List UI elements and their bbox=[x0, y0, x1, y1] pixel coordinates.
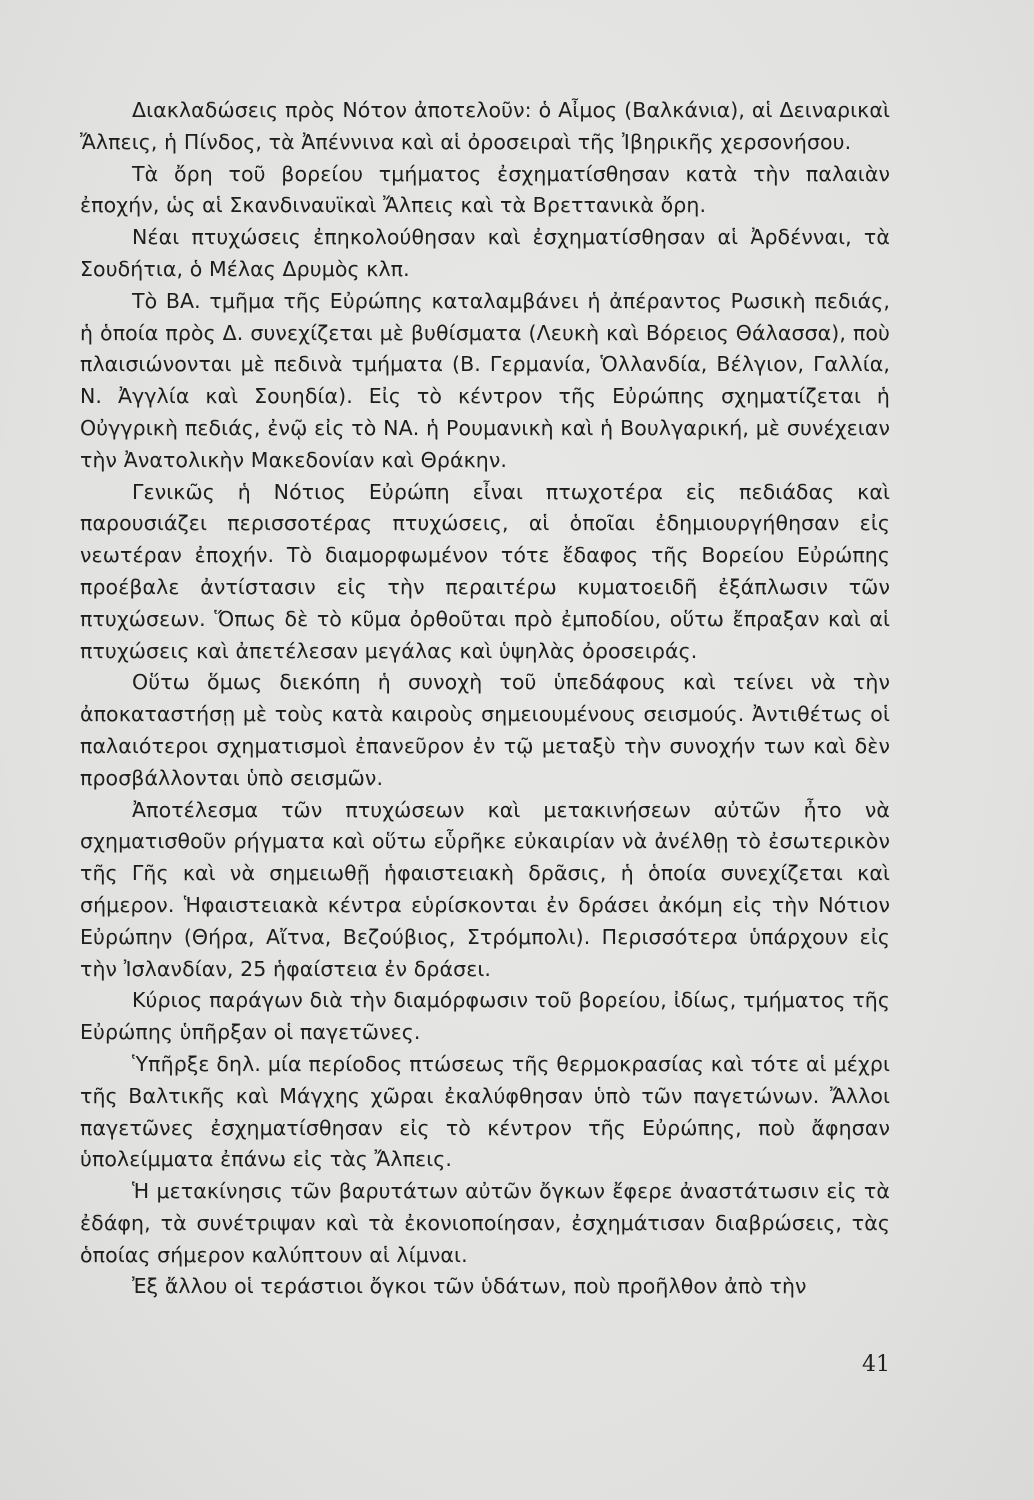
paragraph: Ἐξ ἄλλου οἱ τεράστιοι ὄγκοι τῶν ὑδάτων, ποὺ προῆλθον ἀπὸ τὴν bbox=[132, 1274, 807, 1299]
paragraph: Ὑπῆρξε δηλ. μία περίοδος πτώσεως τῆς θερμοκρασίας καὶ τότε αἱ μέχρι τῆς Βαλτικῆς καὶ Μάγχης χῶραι ἐκαλύφθησαν ὑπὸ τῶν παγετώνων. Ἄλλοι παγετῶνες ἐσχηματίσθησαν εἰς τὸ κέντρον τῆς Εὐρώπης, ποὺ ἄφησαν ὑπολείμματα ἐπάνω εἰς τὰς Ἄλπεις. bbox=[80, 1051, 890, 1172]
paragraph: Τὰ ὄρη τοῦ βορείου τμήματος ἐσχηματίσθησαν κατὰ τὴν παλαιὰν ἐποχήν, ὡς αἱ Σκανδιναυϊκαὶ Ἄλπεις καὶ τὰ Βρεττανικὰ ὄρη. bbox=[80, 161, 890, 218]
paragraph: Γενικῶς ἡ Νότιος Εὐρώπη εἶναι πτωχοτέρα εἰς πεδιάδας καὶ παρουσιάζει περισσοτέρας πτυχώσεις, αἱ ὁποῖαι ἐδημιουργήθησαν εἰς νεωτέραν ἐποχήν. Τὸ διαμορφωμένον τότε ἔδαφος τῆς Βορείου Εὐρώπης προέβαλε ἀντίστασιν εἰς τὴν περαιτέρω κυματοειδῆ ἐξάπλωσιν τῶν πτυχώσεων. Ὅπως δὲ τὸ κῦμα ὀρθοῦται πρὸ ἐμποδίου, οὕτω ἔπραξαν καὶ αἱ πτυχώσεις καὶ ἀπετέλεσαν μεγάλας καὶ ὑψηλὰς ὀροσειράς. bbox=[80, 479, 890, 663]
page-number: 41 bbox=[862, 1352, 890, 1377]
paragraph: Διακλαδώσεις πρὸς Νότον ἀποτελοῦν: ὁ Αἶμος (Βαλκάνια), αἱ Δειναρικαὶ Ἄλπεις, ἡ Πίνδος, τὰ Ἀπέννινα καὶ αἱ ὀροσειραὶ τῆς Ἰβηρικῆς χερσονήσου. bbox=[80, 98, 890, 154]
paragraph: Κύριος παράγων διὰ τὴν διαμόρφωσιν τοῦ βορείου, ἰδίως, τμήματος τῆς Εὐρώπης ὑπῆρξαν οἱ παγετῶνες. bbox=[80, 988, 890, 1045]
paragraph: Ἡ μετακίνησις τῶν βαρυτάτων αὐτῶν ὄγκων ἔφερε ἀναστάτωσιν εἰς τὰ ἐδάφη, τὰ συνέτριψαν καὶ τὰ ἐκονιοποίησαν, ἐσχημάτισαν διαβρώσεις, τὰς ὁποίας σήμερον καλύπτουν αἱ λίμναι. bbox=[80, 1179, 890, 1267]
body-text bbox=[80, 95, 890, 1303]
paragraph: Ἀποτέλεσμα τῶν πτυχώσεων καὶ μετακινήσεων αὐτῶν ἦτο νὰ σχηματισθοῦν ρήγματα καὶ οὕτω εὗρῆκε εὐκαιρίαν νὰ ἀνέλθῃ τὸ ἐσωτερικὸν τῆς Γῆς καὶ νὰ σημειωθῇ ἡφαιστειακὴ δρᾶσις, ἡ ὁποία συνεχίζεται καὶ σήμερον. Ἡφαιστειακὰ κέντρα εὑρίσκονται ἐν δράσει ἀκόμη εἰς τὴν Νότιον Εὐρώπην (Θήρα, Αἴτνα, Βεζούβιος, Στρόμπολι). Περισσότερα ὑπάρχουν εἰς τὴν Ἰσλανδίαν, 25 ἡφαίστεια ἐν δράσει. bbox=[80, 797, 890, 981]
paragraph: Οὕτω ὅμως διεκόπη ἡ συνοχὴ τοῦ ὑπεδάφους καὶ τείνει νὰ τὴν ἀποκαταστήσῃ μὲ τοὺς κατὰ καιροὺς σημειουμένους σεισμούς. Ἀντιθέτως οἱ παλαιότεροι σχηματισμοὶ ἐπανεῦρον ἐν τῷ μεταξὺ τὴν συνοχήν των καὶ δὲν προσβάλλονται ὑπὸ σεισμῶν. bbox=[80, 670, 890, 790]
paragraph: Τὸ ΒΑ. τμῆμα τῆς Εὐρώπης καταλαμβάνει ἡ ἀπέραντος Ρωσικὴ πεδιάς, ἡ ὁποία πρὸς Δ. συνεχίζεται μὲ βυθίσματα (Λευκὴ καὶ Βόρειος Θάλασσα), ποὺ πλαισιώνονται μὲ πεδινὰ τμήματα (Β. Γερμανία, Ὁλλανδία, Βέλγιον, Γαλλία, Ν. Ἀγγλία καὶ Σουηδία). Εἰς τὸ κέντρον τῆς Εὐρώπης σχηματίζεται ἡ Οὐγγρικὴ πεδιάς, ἐνῷ εἰς τὸ ΝΑ. ἡ Ρουμανικὴ καὶ ἡ Βουλγαρική, μὲ συνέχειαν τὴν Ἀνατολικὴν Μακεδονίαν καὶ Θράκην. bbox=[80, 288, 890, 472]
paragraph: Νέαι πτυχώσεις ἐπηκολούθησαν καὶ ἐσχηματίσθησαν αἱ Ἀρδένναι, τὰ Σουδήτια, ὁ Μέλας Δρυμὸς κλπ. bbox=[80, 225, 890, 281]
